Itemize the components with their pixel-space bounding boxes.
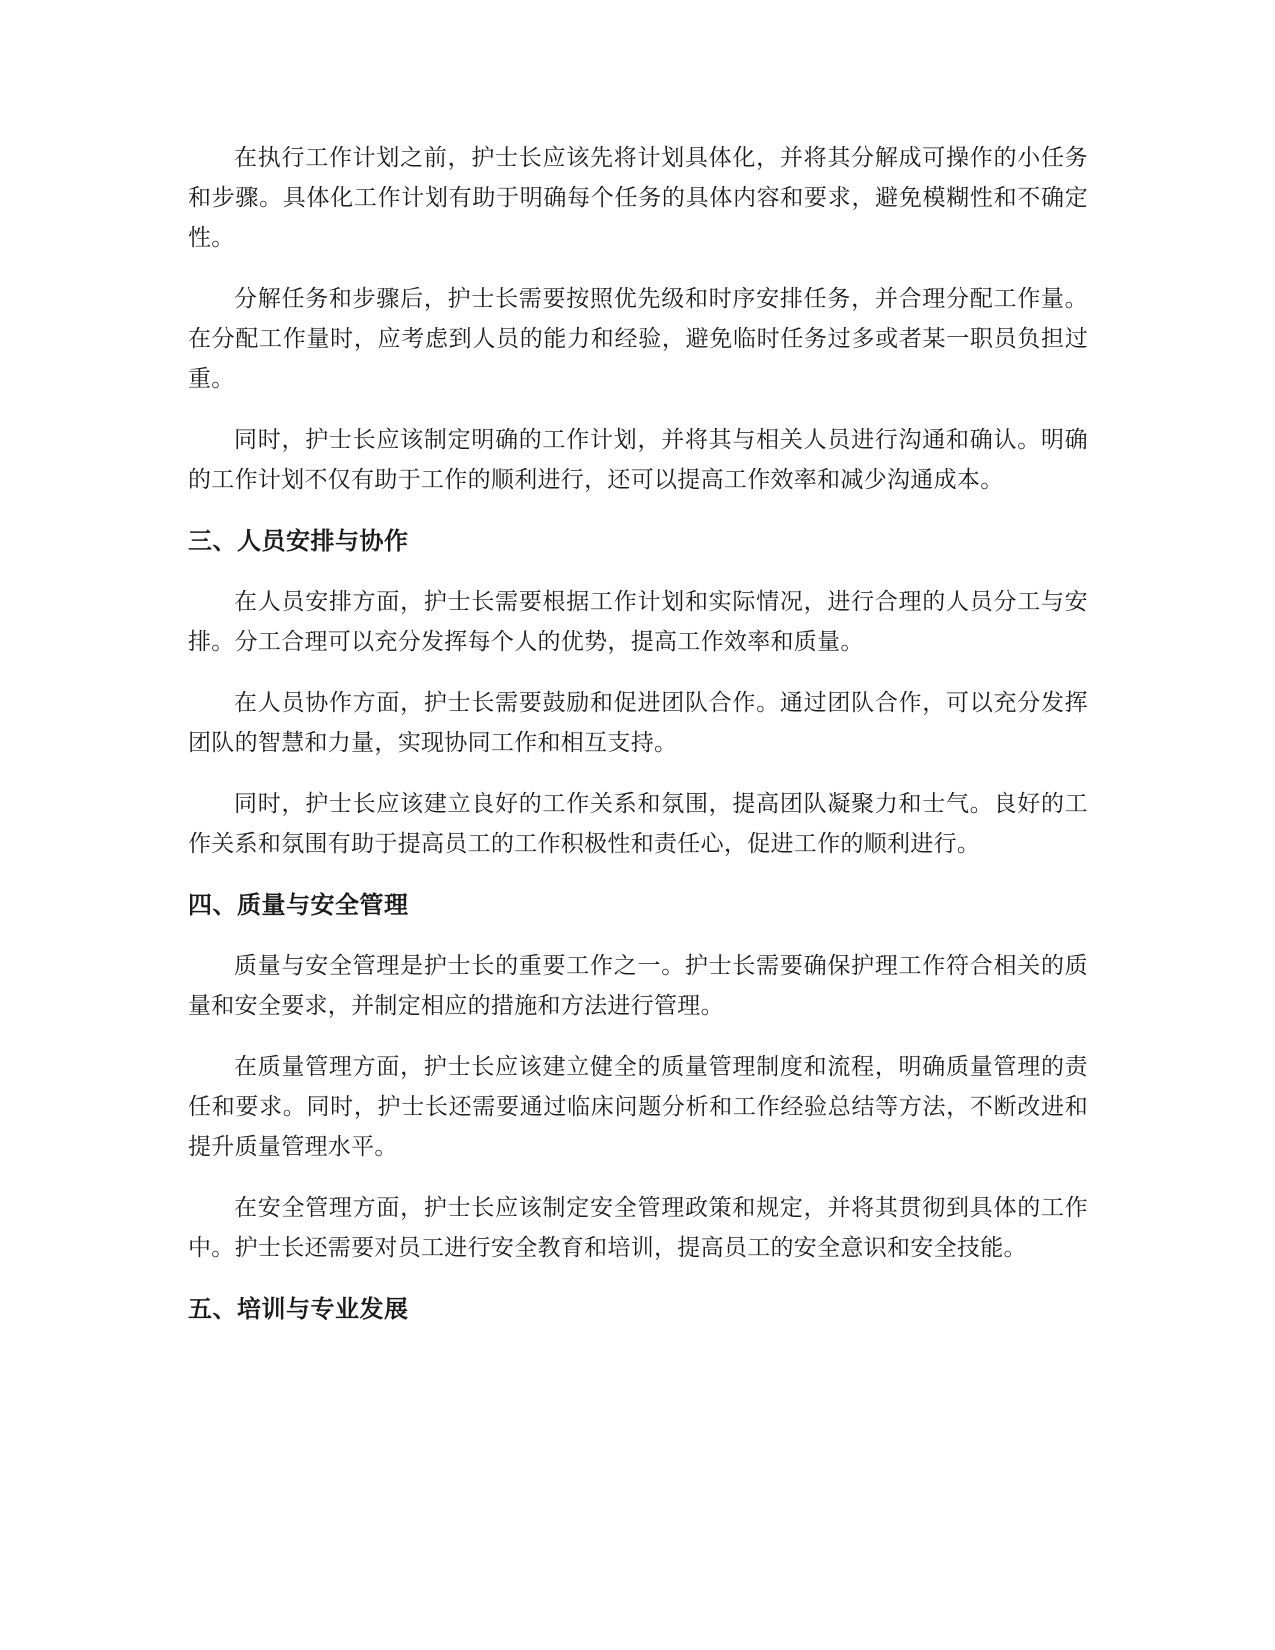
section-heading-training: 五、培训与专业发展: [188, 1295, 409, 1323]
paragraph-assign-workload: 分解任务和步骤后，护士长需要按照优先级和时序安排任务，并合理分配工作量。在分配工作量时，应考虑到人员的能力和经验，避免临时任务过多或者某一职员负担过重。: [188, 286, 1088, 392]
section-heading-staffing: 三、人员安排与协作: [188, 527, 409, 555]
paragraph-communicate-plan: 同时，护士长应该制定明确的工作计划，并将其与相关人员进行沟通和确认。明确的工作计划不仅有助于工作的顺利进行，还可以提高工作效率和减少沟通成本。: [188, 427, 1088, 493]
paragraph-safety-management: 在安全管理方面，护士长应该制定安全管理政策和规定，并将其贯彻到具体的工作中。护士长还需要对员工进行安全教育和培训，提高员工的安全意识和安全技能。: [188, 1195, 1088, 1261]
section-heading-quality-safety: 四、质量与安全管理: [188, 891, 409, 919]
paragraph-staff-arrangement: 在人员安排方面，护士长需要根据工作计划和实际情况，进行合理的人员分工与安排。分工合理可以充分发挥每个人的优势，提高工作效率和质量。: [188, 589, 1088, 655]
document-body: [188, 138, 1088, 1350]
paragraph-work-atmosphere: 同时，护士长应该建立良好的工作关系和氛围，提高团队凝聚力和士气。良好的工作关系和氛围有助于提高员工的工作积极性和责任心，促进工作的顺利进行。: [188, 791, 1088, 857]
paragraph-quality-management: 在质量管理方面，护士长应该建立健全的质量管理制度和流程，明确质量管理的责任和要求。同时，护士长还需要通过临床问题分析和工作经验总结等方法，不断改进和提升质量管理水平。: [188, 1054, 1088, 1160]
paragraph-staff-collaboration: 在人员协作方面，护士长需要鼓励和促进团队合作。通过团队合作，可以充分发挥团队的智慧和力量，实现协同工作和相互支持。: [188, 690, 1088, 756]
paragraph-quality-safety-intro: 质量与安全管理是护士长的重要工作之一。护士长需要确保护理工作符合相关的质量和安全要求，并制定相应的措施和方法进行管理。: [188, 953, 1088, 1019]
paragraph-specify-plan: 在执行工作计划之前，护士长应该先将计划具体化，并将其分解成可操作的小任务和步骤。具体化工作计划有助于明确每个任务的具体内容和要求，避免模糊性和不确定性。: [188, 145, 1088, 251]
